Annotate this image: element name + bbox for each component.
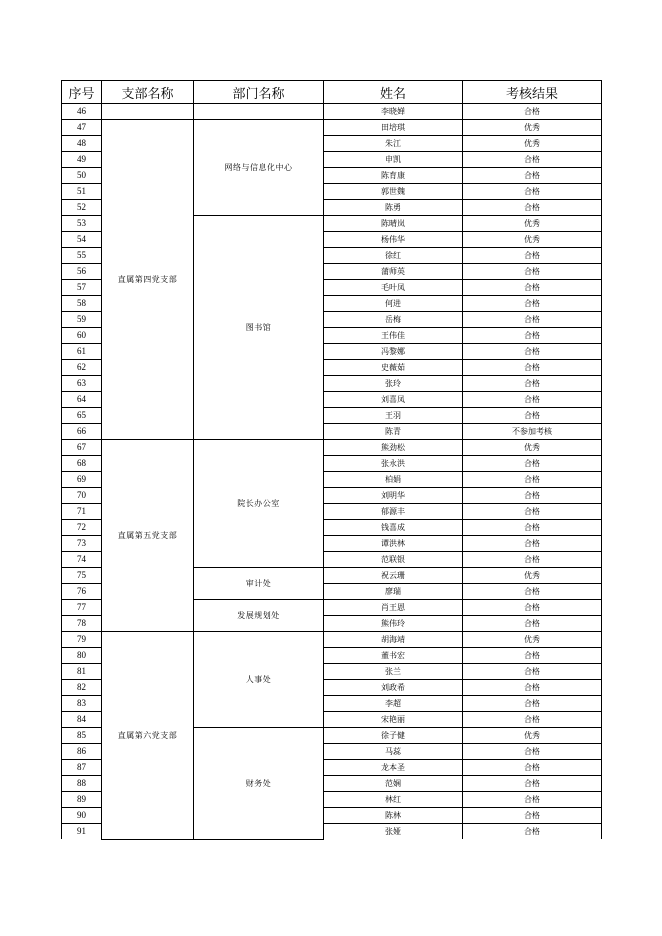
- person-name: 何进: [324, 296, 463, 312]
- row-number: 49: [62, 152, 102, 168]
- person-name: 刘喜凤: [324, 392, 463, 408]
- assessment-result: 合格: [463, 296, 602, 312]
- row-number: 83: [62, 696, 102, 712]
- row-number: 58: [62, 296, 102, 312]
- row-number: 55: [62, 248, 102, 264]
- person-name: 杨伟华: [324, 232, 463, 248]
- person-name: 徐红: [324, 248, 463, 264]
- department-name: 院长办公室: [194, 440, 324, 568]
- assessment-result: 优秀: [463, 216, 602, 232]
- assessment-result: 优秀: [463, 568, 602, 584]
- person-name: 岳梅: [324, 312, 463, 328]
- row-number: 86: [62, 744, 102, 760]
- person-name: 陈林: [324, 808, 463, 824]
- assessment-result: 合格: [463, 504, 602, 520]
- row-number: 76: [62, 584, 102, 600]
- row-number: 79: [62, 632, 102, 648]
- assessment-result: 合格: [463, 824, 602, 840]
- person-name: 张兰: [324, 664, 463, 680]
- assessment-result: 合格: [463, 552, 602, 568]
- person-name: 冯黎娜: [324, 344, 463, 360]
- assessment-result: 合格: [463, 280, 602, 296]
- assessment-result: 合格: [463, 760, 602, 776]
- department-name: 网络与信息化中心: [194, 120, 324, 216]
- person-name: 张玲: [324, 376, 463, 392]
- assessment-result: 合格: [463, 776, 602, 792]
- department-name: 发展规划处: [194, 600, 324, 632]
- row-number: 62: [62, 360, 102, 376]
- assessment-result: 合格: [463, 520, 602, 536]
- row-number: 57: [62, 280, 102, 296]
- person-name: 龙本圣: [324, 760, 463, 776]
- person-name: 史薇茹: [324, 360, 463, 376]
- person-name: 陈青: [324, 424, 463, 440]
- person-name: 郭世魏: [324, 184, 463, 200]
- branch-name: 直属第四党支部: [102, 120, 194, 440]
- person-name: 谭洪林: [324, 536, 463, 552]
- person-name: 熊伟玲: [324, 616, 463, 632]
- row-number: 61: [62, 344, 102, 360]
- assessment-result: 合格: [463, 168, 602, 184]
- person-name: 张娅: [324, 824, 463, 840]
- row-number: 77: [62, 600, 102, 616]
- assessment-result: 合格: [463, 696, 602, 712]
- assessment-result: 合格: [463, 200, 602, 216]
- assessment-result: 合格: [463, 152, 602, 168]
- row-number: 46: [62, 104, 102, 120]
- person-name: 董书宏: [324, 648, 463, 664]
- assessment-result: 合格: [463, 248, 602, 264]
- assessment-result: 合格: [463, 536, 602, 552]
- branch-cell-empty: [102, 104, 194, 120]
- row-number: 47: [62, 120, 102, 136]
- assessment-result: 优秀: [463, 728, 602, 744]
- assessment-result: 合格: [463, 184, 602, 200]
- row-number: 52: [62, 200, 102, 216]
- person-name: 熊劲松: [324, 440, 463, 456]
- person-name: 田培琪: [324, 120, 463, 136]
- row-number: 51: [62, 184, 102, 200]
- assessment-result: 合格: [463, 472, 602, 488]
- assessment-result: 合格: [463, 264, 602, 280]
- dept-cell-empty: [194, 104, 324, 120]
- person-name: 马蕊: [324, 744, 463, 760]
- person-name: 祝云珊: [324, 568, 463, 584]
- person-name: 陈育康: [324, 168, 463, 184]
- row-number: 64: [62, 392, 102, 408]
- person-name: 刘政希: [324, 680, 463, 696]
- row-number: 75: [62, 568, 102, 584]
- row-number: 63: [62, 376, 102, 392]
- person-name: 肖王恩: [324, 600, 463, 616]
- row-number: 84: [62, 712, 102, 728]
- person-name: 蒲师英: [324, 264, 463, 280]
- department-name: 财务处: [194, 728, 324, 840]
- row-number: 54: [62, 232, 102, 248]
- row-number: 50: [62, 168, 102, 184]
- person-name: 王羽: [324, 408, 463, 424]
- row-number: 81: [62, 664, 102, 680]
- table-row: [62, 120, 602, 136]
- row-number: 74: [62, 552, 102, 568]
- branch-name: 直属第六党支部: [102, 632, 194, 840]
- row-number: 67: [62, 440, 102, 456]
- row-number: 68: [62, 456, 102, 472]
- row-number: 88: [62, 776, 102, 792]
- person-name: 李晓婵: [324, 104, 463, 120]
- assessment-result: 合格: [463, 584, 602, 600]
- row-number: 56: [62, 264, 102, 280]
- assessment-result: 不参加考核: [463, 424, 602, 440]
- row-number: 82: [62, 680, 102, 696]
- person-name: 刘明华: [324, 488, 463, 504]
- branch-name: 直属第五党支部: [102, 440, 194, 632]
- row-number: 59: [62, 312, 102, 328]
- header-branch: 支部名称: [102, 81, 194, 104]
- assessment-table: [61, 80, 602, 840]
- row-number: 89: [62, 792, 102, 808]
- row-number: 72: [62, 520, 102, 536]
- row-number: 66: [62, 424, 102, 440]
- row-number: 87: [62, 760, 102, 776]
- assessment-result: 优秀: [463, 136, 602, 152]
- row-number: 90: [62, 808, 102, 824]
- assessment-result: 优秀: [463, 632, 602, 648]
- assessment-result: 合格: [463, 808, 602, 824]
- person-name: 宋艳丽: [324, 712, 463, 728]
- table-row: [62, 104, 602, 120]
- person-name: 陈勇: [324, 200, 463, 216]
- assessment-result: 合格: [463, 456, 602, 472]
- person-name: 范联银: [324, 552, 463, 568]
- row-number: 60: [62, 328, 102, 344]
- assessment-result: 合格: [463, 104, 602, 120]
- row-number: 85: [62, 728, 102, 744]
- header-name: 姓名: [324, 81, 463, 104]
- row-number: 69: [62, 472, 102, 488]
- header-dept: 部门名称: [194, 81, 324, 104]
- assessment-result: 合格: [463, 376, 602, 392]
- person-name: 范娴: [324, 776, 463, 792]
- assessment-result: 合格: [463, 648, 602, 664]
- person-name: 林红: [324, 792, 463, 808]
- assessment-result: 合格: [463, 712, 602, 728]
- assessment-result: 合格: [463, 360, 602, 376]
- assessment-result: 优秀: [463, 232, 602, 248]
- person-name: 钱喜成: [324, 520, 463, 536]
- assessment-result: 合格: [463, 680, 602, 696]
- assessment-result: 优秀: [463, 120, 602, 136]
- assessment-result: 合格: [463, 600, 602, 616]
- assessment-result: 合格: [463, 312, 602, 328]
- assessment-result: 合格: [463, 344, 602, 360]
- assessment-result: 合格: [463, 488, 602, 504]
- assessment-result: 合格: [463, 328, 602, 344]
- assessment-result: 合格: [463, 408, 602, 424]
- person-name: 张永洪: [324, 456, 463, 472]
- row-number: 53: [62, 216, 102, 232]
- department-name: 审计处: [194, 568, 324, 600]
- row-number: 65: [62, 408, 102, 424]
- assessment-result: 合格: [463, 744, 602, 760]
- department-name: 人事处: [194, 632, 324, 728]
- header-result: 考核结果: [463, 81, 602, 104]
- table-row: [62, 440, 602, 456]
- row-number: 91: [62, 824, 102, 840]
- header-row: [62, 81, 602, 104]
- assessment-result: 合格: [463, 792, 602, 808]
- person-name: 陈晴岚: [324, 216, 463, 232]
- person-name: 柏娟: [324, 472, 463, 488]
- person-name: 李超: [324, 696, 463, 712]
- assessment-result: 合格: [463, 392, 602, 408]
- person-name: 申凯: [324, 152, 463, 168]
- header-seq: 序号: [62, 81, 102, 104]
- row-number: 80: [62, 648, 102, 664]
- row-number: 78: [62, 616, 102, 632]
- assessment-result: 合格: [463, 616, 602, 632]
- assessment-result: 合格: [463, 664, 602, 680]
- table-row: [62, 632, 602, 648]
- assessment-result: 优秀: [463, 440, 602, 456]
- row-number: 48: [62, 136, 102, 152]
- person-name: 胡海靖: [324, 632, 463, 648]
- person-name: 朱江: [324, 136, 463, 152]
- person-name: 毛叶凤: [324, 280, 463, 296]
- person-name: 郁源丰: [324, 504, 463, 520]
- row-number: 70: [62, 488, 102, 504]
- person-name: 徐子健: [324, 728, 463, 744]
- row-number: 71: [62, 504, 102, 520]
- person-name: 廖瑞: [324, 584, 463, 600]
- department-name: 图书馆: [194, 216, 324, 440]
- row-number: 73: [62, 536, 102, 552]
- person-name: 王伟佳: [324, 328, 463, 344]
